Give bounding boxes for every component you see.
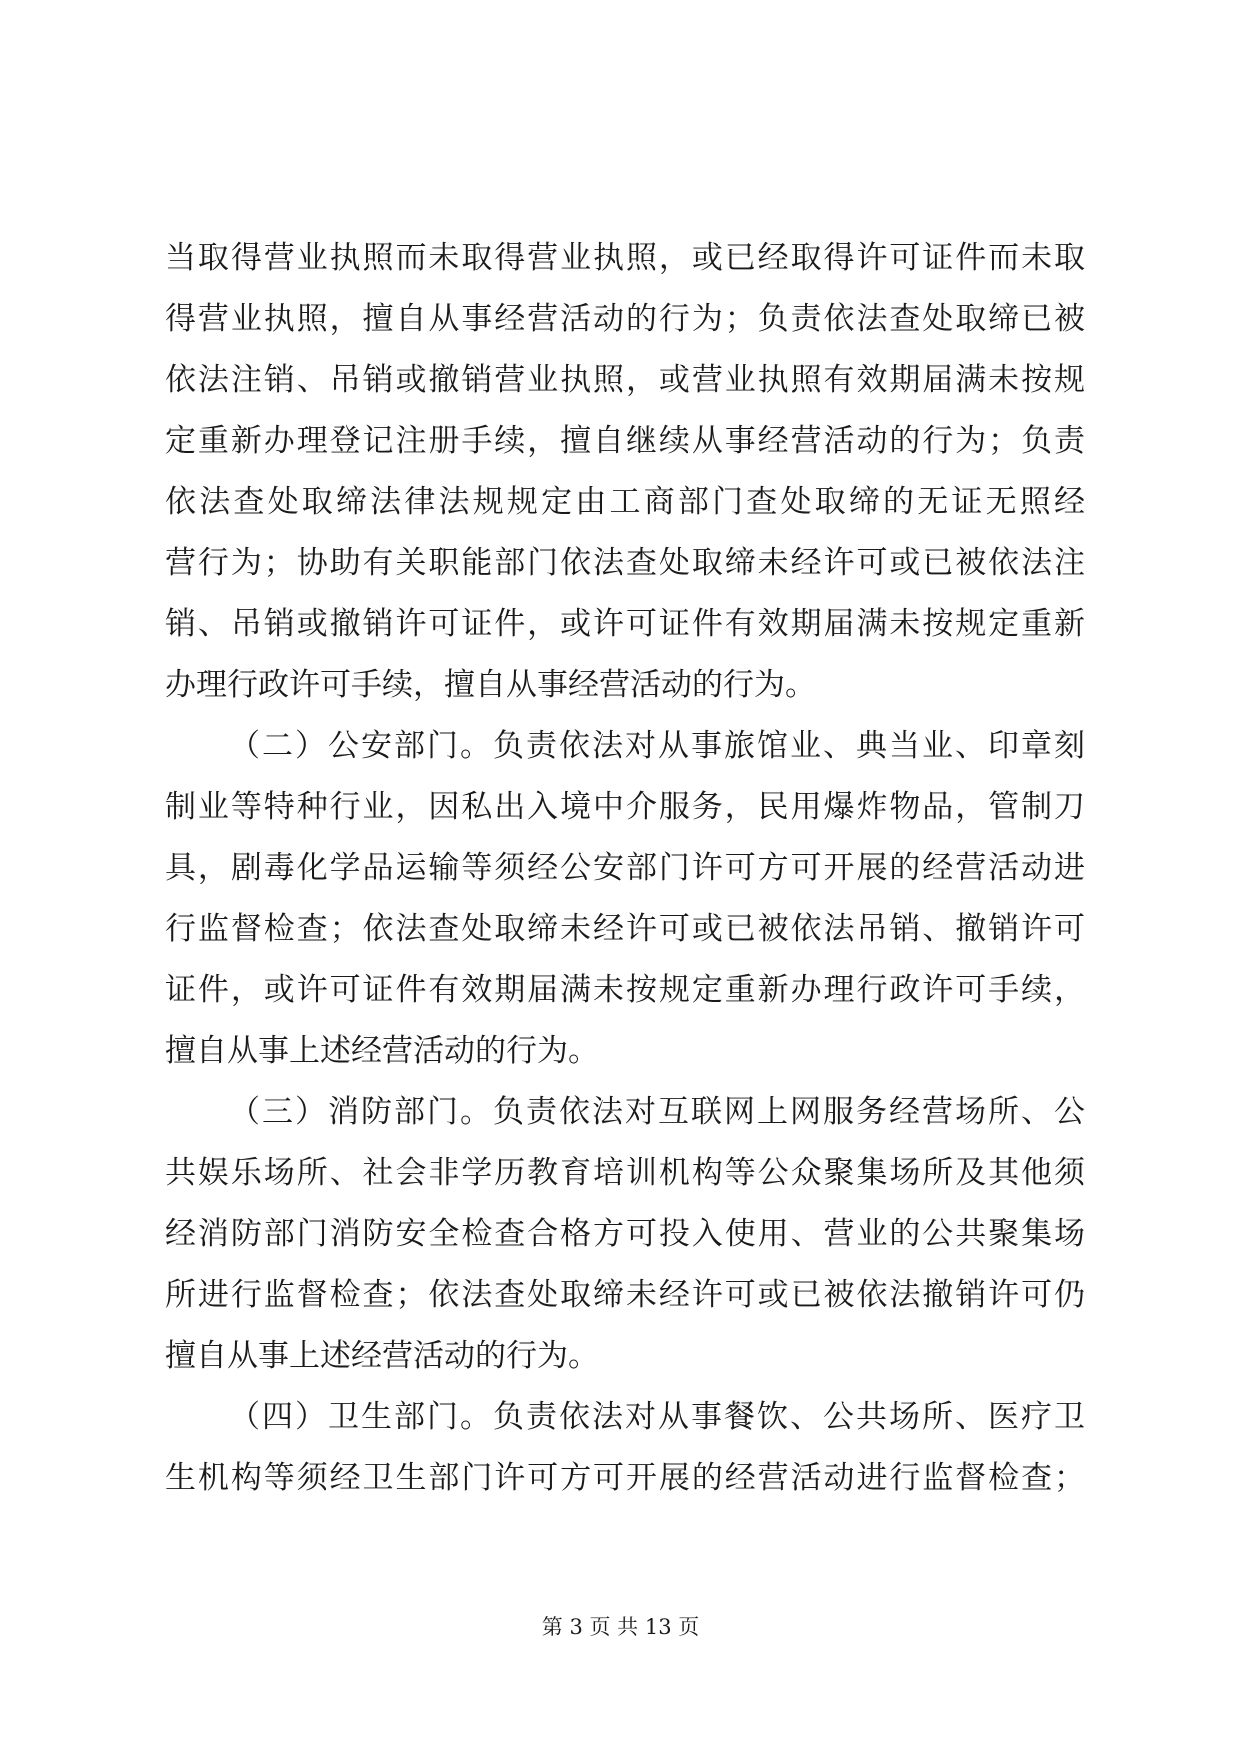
paragraph-first-line: （三）消防部门。负责依法对互联网上网服务经营场所、公	[229, 1094, 1085, 1130]
text-line: 具，剧毒化学品运输等须经公安部门许可方可开展的经营活动进	[165, 850, 1085, 886]
text-line: 行监督检查；依法查处取缔未经许可或已被依法吊销、撤销许可	[165, 911, 1085, 947]
text-line: 定重新办理登记注册手续，擅自继续从事经营活动的行为；负责	[165, 423, 1085, 459]
text-line: 依法注销、吊销或撤销营业执照，或营业执照有效期届满未按规	[165, 362, 1085, 398]
text-line: 所进行监督检查；依法查处取缔未经许可或已被依法撤销许可仍	[165, 1277, 1085, 1313]
paragraph-first-line: （四）卫生部门。负责依法对从事餐饮、公共场所、医疗卫	[229, 1399, 1085, 1435]
text-line: 销、吊销或撤销许可证件，或许可证件有效期届满未按规定重新	[165, 606, 1085, 642]
text-line: 生机构等须经卫生部门许可方可开展的经营活动进行监督检查；	[165, 1460, 1085, 1496]
document-body	[165, 228, 1085, 1509]
text-line: 得营业执照，擅自从事经营活动的行为；负责依法查处取缔已被	[165, 301, 1085, 337]
text-line: 经消防部门消防安全检查合格方可投入使用、营业的公共聚集场	[165, 1216, 1085, 1252]
text-line: 依法查处取缔法律法规规定由工商部门查处取缔的无证无照经	[165, 484, 1085, 520]
page-footer: 第 3 页 共 13 页	[541, 1615, 700, 1639]
text-line: 制业等特种行业，因私出入境中介服务，民用爆炸物品，管制刀	[165, 789, 1085, 825]
text-line: 证件，或许可证件有效期届满未按规定重新办理行政许可手续，	[165, 972, 1085, 1008]
paragraph-first-line: （二）公安部门。负责依法对从事旅馆业、典当业、印章刻	[229, 728, 1085, 764]
text-line: 办理行政许可手续，擅自从事经营活动的行为。	[165, 667, 816, 703]
text-line: 当取得营业执照而未取得营业执照，或已经取得许可证件而未取	[165, 240, 1085, 276]
text-line: 营行为；协助有关职能部门依法查处取缔未经许可或已被依法注	[165, 545, 1085, 581]
text-line: 擅自从事上述经营活动的行为。	[165, 1033, 599, 1069]
text-line: 擅自从事上述经营活动的行为。	[165, 1338, 599, 1374]
text-line: 共娱乐场所、社会非学历教育培训机构等公众聚集场所及其他须	[165, 1155, 1085, 1191]
